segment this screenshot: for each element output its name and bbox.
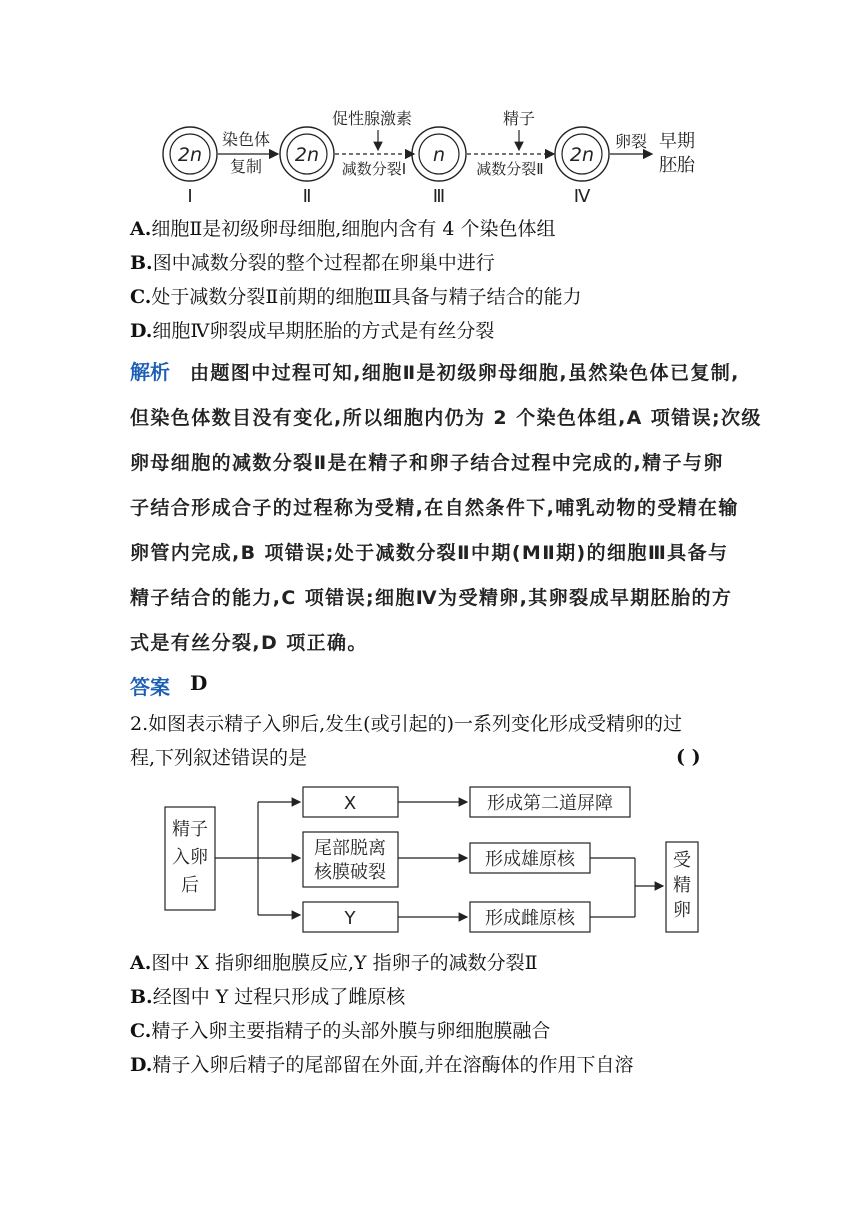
analysis-line-6: 精子结合的能力,C 项错误;细胞Ⅳ为受精卵,其卵裂成早期胚胎的方 xyxy=(130,587,733,609)
svg-text:精子: 精子 xyxy=(502,109,536,128)
analysis-keyword: 解析 xyxy=(130,360,170,384)
q2-option-b: B.经图中 Y 过程只形成了雌原核 xyxy=(130,986,406,1008)
svg-text:2n: 2n xyxy=(177,144,203,166)
svg-text:染色体: 染色体 xyxy=(221,130,271,149)
svg-text:Ⅰ: Ⅰ xyxy=(187,186,193,207)
svg-text:精: 精 xyxy=(673,875,691,896)
analysis-line-1: 由题图中过程可知,细胞Ⅱ是初级卵母细胞,虽然染色体已复制, xyxy=(190,362,740,384)
svg-text:2n: 2n xyxy=(569,144,595,166)
analysis-line-4: 子结合形成合子的过程称为受精,在自然条件下,哺乳动物的受精在输 xyxy=(130,497,739,519)
cell-4 xyxy=(555,127,609,207)
svg-text:复制: 复制 xyxy=(229,157,263,176)
svg-text:减数分裂Ⅱ: 减数分裂Ⅱ xyxy=(476,160,544,178)
svg-text:早期: 早期 xyxy=(659,131,695,152)
analysis-line-3: 卵母细胞的减数分裂Ⅱ是在精子和卵子结合过程中完成的,精子与卵 xyxy=(130,452,724,474)
svg-text:Ⅳ: Ⅳ xyxy=(573,186,591,207)
svg-text:减数分裂Ⅰ: 减数分裂Ⅰ xyxy=(341,160,407,178)
svg-text:卵裂: 卵裂 xyxy=(614,132,648,151)
q2-stem-line-2: 程,下列叙述错误的是 xyxy=(130,747,308,769)
answer-blank: ( ) xyxy=(676,746,701,768)
svg-text:X: X xyxy=(343,793,357,814)
q1-option-c: C.处于减数分裂Ⅱ前期的细胞Ⅲ具备与精子结合的能力 xyxy=(130,286,582,308)
q2-option-a: A.图中 X 指卵细胞膜反应,Y 指卵子的减数分裂Ⅱ xyxy=(130,952,538,974)
answer-value: D xyxy=(190,671,208,695)
svg-text:后: 后 xyxy=(181,875,199,896)
svg-text:入卵: 入卵 xyxy=(172,847,208,868)
analysis-line-2: 但染色体数目没有变化,所以细胞内仍为 2 个染色体组,A 项错误;次级 xyxy=(130,407,762,429)
cell-2 xyxy=(280,127,334,207)
svg-text:n: n xyxy=(432,144,446,166)
svg-text:形成雄原核: 形成雄原核 xyxy=(485,849,575,870)
svg-text:卵: 卵 xyxy=(673,900,691,921)
svg-text:受: 受 xyxy=(673,850,691,871)
answer-keyword: 答案 xyxy=(130,675,170,699)
svg-text:Y: Y xyxy=(344,908,356,929)
q1-option-b: B.图中减数分裂的整个过程都在卵巢中进行 xyxy=(130,252,495,274)
analysis-line-5: 卵管内完成,B 项错误;处于减数分裂Ⅱ中期(MⅡ期)的细胞Ⅲ具备与 xyxy=(130,542,729,564)
analysis-line-7: 式是有丝分裂,D 项正确。 xyxy=(130,632,368,654)
svg-text:形成第二道屏障: 形成第二道屏障 xyxy=(487,793,613,814)
fertilization-flow-diagram xyxy=(160,780,710,940)
svg-text:促性腺激素: 促性腺激素 xyxy=(331,109,413,128)
cell-3 xyxy=(412,127,466,207)
svg-text:尾部脱离: 尾部脱离 xyxy=(314,838,386,859)
q1-option-a: A.细胞Ⅱ是初级卵母细胞,细胞内含有 4 个染色体组 xyxy=(130,218,556,240)
svg-text:Ⅲ: Ⅲ xyxy=(432,186,446,207)
oocyte-development-diagram xyxy=(150,100,710,210)
svg-text:胚胎: 胚胎 xyxy=(659,155,695,176)
q2-option-c: C.精子入卵主要指精子的头部外膜与卵细胞膜融合 xyxy=(130,1020,551,1042)
svg-text:核膜破裂: 核膜破裂 xyxy=(314,862,386,883)
q2-stem-line-1: 2.如图表示精子入卵后,发生(或引起的)一系列变化形成受精卵的过 xyxy=(130,713,682,735)
q2-option-d: D.精子入卵后精子的尾部留在外面,并在溶酶体的作用下自溶 xyxy=(130,1054,634,1076)
cell-1 xyxy=(163,127,217,207)
q1-option-d: D.细胞Ⅳ卵裂成早期胚胎的方式是有丝分裂 xyxy=(130,320,495,342)
svg-text:2n: 2n xyxy=(294,144,320,166)
svg-text:Ⅱ: Ⅱ xyxy=(302,186,312,207)
svg-text:精子: 精子 xyxy=(172,819,208,840)
svg-text:形成雌原核: 形成雌原核 xyxy=(485,908,575,929)
